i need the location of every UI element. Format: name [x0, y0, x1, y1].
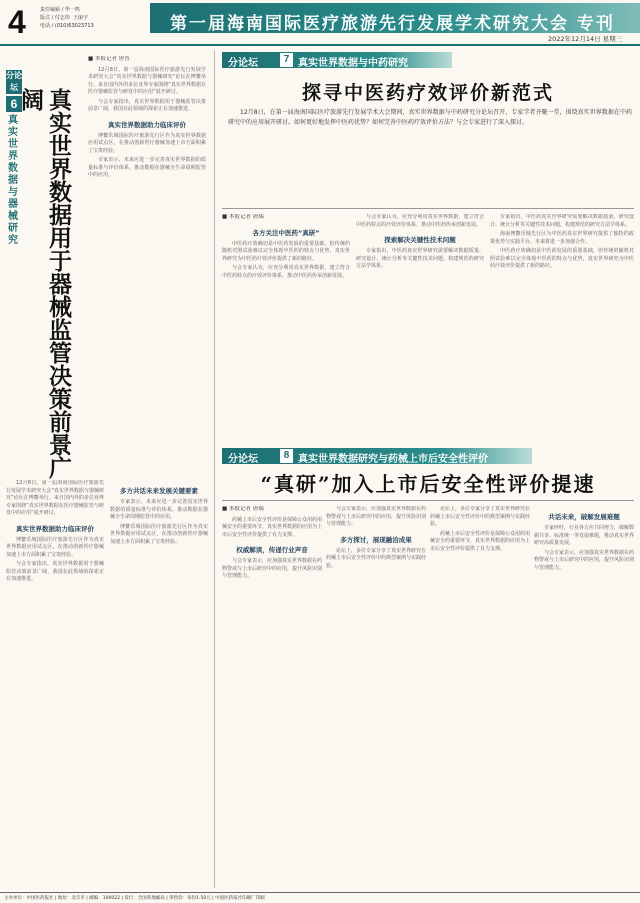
forum-7-byline: ■ 本报记者 唐瑞 — [222, 214, 264, 220]
forum-8-paragraph: 专家呼吁，行业各方应共同努力，破解数据共享、标准统一等发展难题，推动真实世界研究高质量发展。 — [534, 525, 634, 546]
page-footer: 主办单位：中国医药报社 | 地址：北京市 | 邮编：100022 | 发行：全国各地邮局 | 零售价：每份1.50元 | 中国医药报社印刷厂印刷 — [0, 892, 640, 903]
forum-8-paragraph: 论坛上，多位专家分享了真实世界研究在药械上市后安全性评价中的典型案例与实践经验。 — [430, 506, 530, 527]
editor-info: 责任编辑 / 毕一鸣 版式 / 付志伟 王丽宇 电话 / (010)63023713 — [40, 7, 94, 29]
forum-6-subhead: 真实世界数据助力临床评价 — [108, 120, 186, 129]
forum-6-headline: 真实世界数据用于器械监管决策前景广阔 — [17, 88, 72, 479]
forum-6-paragraph: 博鳌乐城国际医疗旅游先行区作为真实世界数据应用试点区，在推动创新医疗器械加速上市方面积累了宝贵经验。 — [6, 536, 104, 558]
forum-8-subhead: 共话未来，破解发展难题 — [548, 513, 620, 521]
masthead-band — [150, 3, 640, 33]
forum-8-subhead: 多方探讨，展现融洽成果 — [340, 535, 412, 544]
forum-8-paragraph: 药械上市后安全性评价是保障公众用药用械安全的重要环节，真实世界数据的应用为上市后安全性评价提供了有力支撑。 — [430, 530, 530, 552]
forum-6-lead: 分论坛 — [6, 71, 22, 92]
forum-7-paragraph: 专家指出，中医药真实世界研究需要解决数据质量、研究设计、统计分析等关键性技术问题，构建规范的研究方法学体系。 — [490, 214, 634, 228]
forum-6-paragraph: 专家表示，未来应进一步完善真实世界数据的质量标准与评价体系，推动数据在器械全生命周期监管中的应用。 — [110, 499, 208, 520]
forum-8-col4 — [534, 506, 634, 886]
forum-8-paragraph: 与会专家表示，应加强真实世界数据在药物警戒与上市后研究中的应用，提升风险识别与管理能力。 — [534, 549, 634, 571]
forum-8-col1 — [222, 506, 322, 886]
forum-7-header — [222, 52, 452, 68]
forum-7-col2 — [356, 214, 484, 449]
forum-7-paragraph: 中医药疗效确切是中医药发展的重要基础，但传统的随机对照试验难以完全体现中医药的特点与优势，真实世界研究为中医药疗效评价提供了新的路径。 — [490, 248, 634, 269]
forum-6-paragraph: 与会专家指出，真实世界数据用于器械监管决策前景广阔，我国在此领域的探索正在加速推进。 — [88, 98, 206, 112]
masthead — [0, 0, 640, 46]
forum-7-paragraph: 海南博鳌乐城先行区为中医药真实世界研究提供了独特的政策优势与实践平台，未来将进一步加强合作。 — [490, 231, 634, 245]
forum-7-subhead: 探索解决关键性技术问题 — [384, 236, 456, 244]
forum-8-headline: “真研”加入上市后安全性评价提速 — [260, 472, 596, 496]
forum-6-paragraph: 博鳌乐城国际医疗旅游先行区作为真实世界数据应用试点区，在推动创新医疗器械加速上市方面积累了宝贵经验。 — [110, 523, 208, 545]
forum-7-paragraph: 专家指出，中医药真实世界研究需要解决数据质量、研究设计、统计分析等关键性技术问题，构建规范的研究方法学体系。 — [356, 248, 484, 269]
forum-7-col3 — [490, 214, 634, 449]
forum-6-paragraph: 博鳌乐城国际医疗旅游先行区作为真实世界数据应用试点区，在推动创新医疗器械加速上市方面积累了宝贵经验。 — [88, 132, 206, 154]
forum-6-paragraph: 12月8日，第一届海南国际医疗旅游先行发展学术研究大会“真实世界数据与器械研究”论坛在博鳌举行。来自国内外的多位业界专家围绕“真实世界数据在医疗器械监管与研发中的应用”展开研讨。 — [88, 66, 206, 95]
forum-6-paragraph: 与会专家指出，真实世界数据用于器械监管决策前景广阔，我国在此领域的探索正在加速推进。 — [6, 561, 104, 582]
forum-6-topic: 真实世界数据与器械研究 — [8, 115, 18, 246]
forum-6-paragraph: 专家表示，未来应进一步完善真实世界数据的质量标准与评价体系，推动数据在器械全生命周期监管中的应用。 — [88, 157, 206, 178]
forum-6-subhead: 真实世界数据助力临床评价 — [16, 524, 94, 533]
forum-8-paragraph: 与会专家表示，应加强真实世界数据在药物警戒与上市后研究中的应用，提升风险识别与管理能力。 — [222, 558, 322, 579]
forum-6-number: 6 — [6, 96, 22, 112]
forum-8-subhead: 权威解读，传递行业声音 — [236, 546, 308, 554]
forum-8-paragraph: 药械上市后安全性评价是保障公众用药用械安全的重要环节，真实世界数据的应用为上市后安全性评价提供了有力支撑。 — [222, 516, 322, 538]
forum-8-title: 真实世界数据研究与药械上市后安全性评价 — [298, 454, 488, 465]
forum-7-paragraph: 与会专家认为，应充分利用真实世界数据，建立符合中医药特点的疗效评价体系，推动中医药传承创新发展。 — [222, 265, 350, 279]
forum-8-col3 — [430, 506, 530, 886]
forum-6-article-col2 — [110, 480, 208, 885]
forum-7-paragraph: 与会专家认为，应充分利用真实世界数据，建立符合中医药特点的疗效评价体系，推动中医药传承创新发展。 — [356, 214, 484, 228]
page-number: 4 — [8, 4, 26, 40]
forum-6-byline: ■ 本报记者 唐普 — [88, 56, 130, 62]
forum-7-lead-paragraph: 12月8日，在第一届海南国际医疗旅游先行发展学术大会期间，真实世界数据与中药研究分论坛召开，专家学者齐聚一堂，围绕真实世界数据在中药研究中的应用展开研讨。如何更好地发挥中医药优势？如何完善中医药疗效评价方法？与会专家进行了深入探讨。 — [228, 109, 632, 126]
column-divider — [214, 50, 215, 888]
special-issue-title: 第一届海南国际医疗旅游先行发展学术研究大会 专刊 — [170, 14, 615, 34]
forum-7-lead: 分论坛 — [228, 58, 258, 69]
forum-7-paragraph: 中医药疗效确切是中医药发展的重要基础，但传统的随机对照试验难以完全体现中医药的特点与优势，真实世界研究为中医药疗效评价提供了新的路径。 — [222, 240, 350, 262]
forum-6-subhead: 多方共话未来发展关键要素 — [120, 487, 198, 495]
forum-6-article-top — [88, 56, 206, 476]
forum-8-paragraph: 论坛上，多位专家分享了真实世界研究在药械上市后安全性评价中的典型案例与实践经验。 — [326, 547, 426, 569]
forum-7-subhead: 各方关注中医药“真研” — [252, 228, 320, 237]
forum-8-col2 — [326, 506, 426, 886]
forum-7-title: 真实世界数据与中药研究 — [298, 58, 408, 69]
forum-8-byline: ■ 本报记者 唐瑞 — [222, 506, 264, 512]
forum-7-col1 — [222, 214, 350, 449]
forum-8-header — [222, 448, 532, 464]
masthead-rule — [0, 44, 640, 46]
forum-7-headline: 探寻中医药疗效评价新范式 — [301, 82, 554, 104]
forum-7-number: 7 — [280, 53, 293, 67]
section-divider — [222, 208, 634, 209]
forum-8-lead: 分论坛 — [228, 454, 258, 465]
forum-8-number: 8 — [280, 449, 293, 463]
forum-8-paragraph: 与会专家表示，应加强真实世界数据在药物警戒与上市后研究中的应用，提升风险识别与管理能力。 — [326, 506, 426, 527]
section-divider — [222, 500, 634, 501]
forum-6-paragraph: 12月8日，第一届海南国际医疗旅游先行发展学术研究大会“真实世界数据与器械研究”论坛在博鳌举行。来自国内外的多位业界专家围绕“真实世界数据在医疗器械监管与研发中的应用”展开研讨。 — [6, 480, 104, 516]
issue-date: 2022年12月14日 星期三 — [548, 35, 623, 43]
forum-6-article-col1 — [6, 480, 104, 885]
